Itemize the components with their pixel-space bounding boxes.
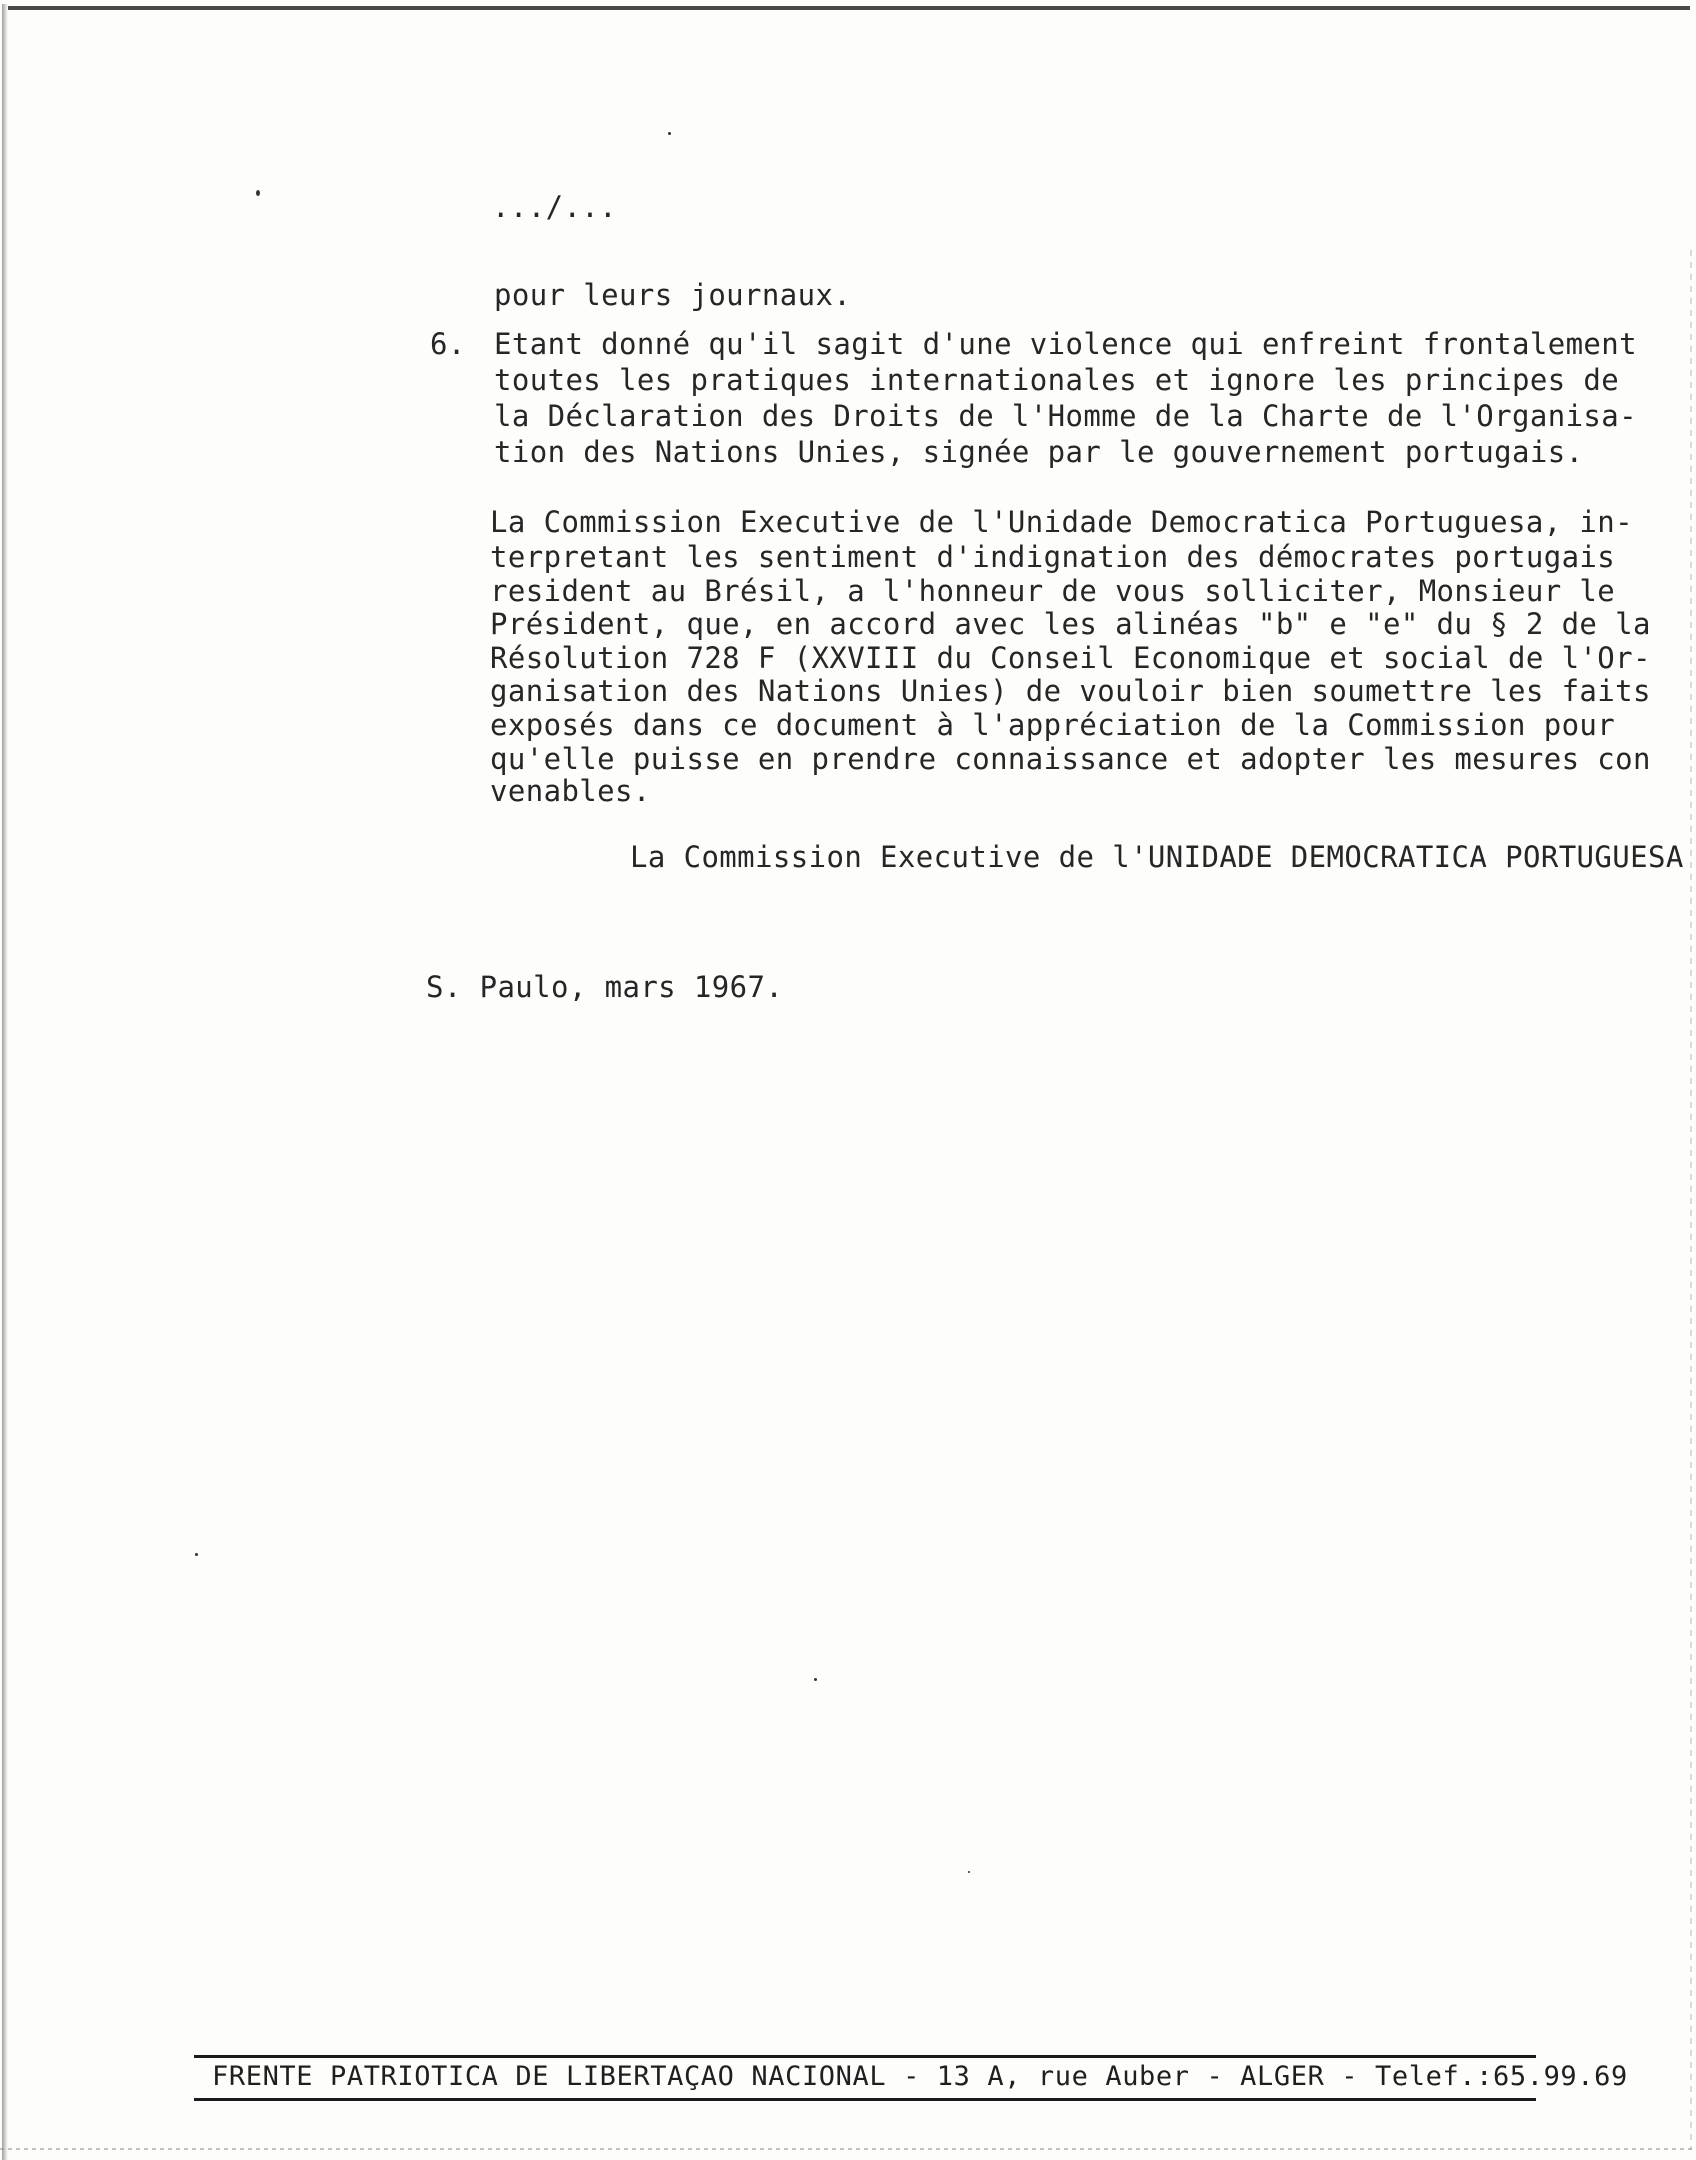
scan-edge-right <box>1690 250 1692 2150</box>
scan-speck <box>256 190 260 196</box>
scan-speck <box>668 132 671 135</box>
scan-speck <box>195 1553 198 1556</box>
footer-address: FRENTE PATRIOTICA DE LIBERTAÇAO NACIONAL - 13 A, rue Auber - ALGER - Telef.:65.99.69 <box>212 2061 1628 2092</box>
item-line: tion des Nations Unies, signée par le gouvernement portugais. <box>494 435 1584 469</box>
scan-speck <box>814 1678 817 1681</box>
closing-paragraph-line: qu'elle puisse en prendre connaissance et adopter les mesures con <box>490 742 1651 776</box>
item-line: la Déclaration des Droits de l'Homme de la Charte de l'Organisa- <box>494 399 1638 433</box>
closing-paragraph-line: ganisation des Nations Unies) de vouloir bien soumettre les faits <box>490 674 1651 708</box>
item-line: Etant donné qu'il sagit d'une violence qui enfreint frontalement <box>494 327 1638 361</box>
item-number: 6. <box>430 327 466 361</box>
item-line: toutes les pratiques internationales et ignore les principes de <box>494 363 1620 397</box>
paragraph-tail: pour leurs journaux. <box>494 278 852 312</box>
continuation-mark: .../... <box>492 190 618 224</box>
closing-paragraph-line: terpretant les sentiment d'indignation des démocrates portugais <box>490 540 1616 574</box>
closing-paragraph-line: Résolution 728 F (XXVIII du Conseil Economique et social de l'Or- <box>490 641 1651 675</box>
closing-paragraph-line: venables. <box>490 774 651 808</box>
scan-edge-top <box>8 6 1690 10</box>
closing-paragraph-line: Président, que, en accord avec les alinéas "b" e "e" du § 2 de la <box>490 607 1651 641</box>
letterhead-footer <box>194 2055 1628 2101</box>
place-date: S. Paulo, mars 1967. <box>426 970 784 1004</box>
closing-paragraph-line: La Commission Executive de l'Unidade Democratica Portuguesa, in- <box>490 505 1634 539</box>
scan-speck <box>968 1871 970 1873</box>
closing-paragraph-line: resident au Brésil, a l'honneur de vous solliciter, Monsieur le <box>490 574 1616 608</box>
closing-paragraph-line: exposés dans ce document à l'appréciation de la Commission pour <box>490 708 1616 742</box>
signature-line: La Commission Executive de l'UNIDADE DEMOCRATICA PORTUGUESA <box>630 840 1684 874</box>
scan-edge-bottom <box>0 2148 1696 2150</box>
scan-edge-left <box>2 4 8 2160</box>
